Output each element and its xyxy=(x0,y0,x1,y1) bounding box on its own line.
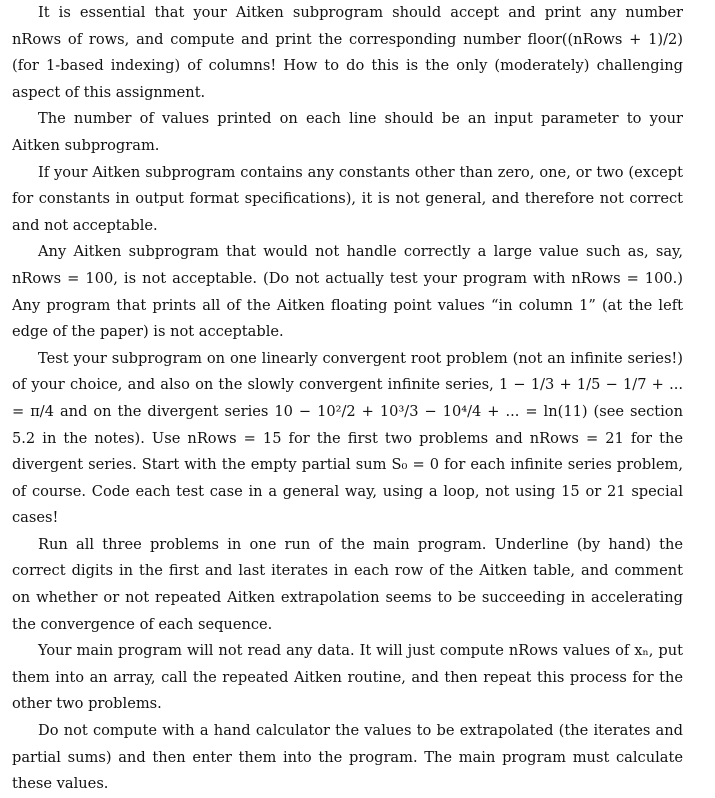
document-body xyxy=(12,0,683,798)
paragraph-no-hand-calculator: Do not compute with a hand calculator the values to be extrapolated (the iterates and partial sums) and then enter them into the program. The main program must calculate these values. xyxy=(12,722,683,793)
paragraph-values-per-line: The number of values printed on each line should be an input parameter to your Aitken subprogram. xyxy=(12,110,683,154)
paragraph-main-program: Your main program will not read any data. It will just compute nRows values of xₙ, put them into an array, call the repeated Aitken routine, and then repeat this process for the other two problems. xyxy=(12,642,683,713)
paragraph-large-nrows: Any Aitken subprogram that would not handle correctly a large value such as, say, nRows = 100, is not acceptable. (Do not actually test your program with nRows = 100.) Any program that prints all of the Aitken floating point values “in column 1” (at the left edge of the paper) is not acceptable. xyxy=(12,243,683,341)
paragraph-aitken-rows-columns: It is essential that your Aitken subprogram should accept and print any number nRows of rows, and compute and print the corresponding number floor((nRows + 1)/2) (for 1-based indexing) of columns! How to do this is the only (moderately) challenging aspect of this assignment. xyxy=(12,4,683,101)
paragraph-test-problems: Test your subprogram on one linearly convergent root problem (not an infinite series!) of your choice, and also on the slowly convergent infinite series, 1 − 1/3 + 1/5 − 1/7 + ... = π/4 and on the divergent series 10 − 10²/2 + 10³/3 − 10⁴/4 + ... = ln(11) (see section 5.2 in the notes). Use nRows = 15 for the first two problems and nRows = 21 for the divergent series. Start with the empty partial sum S₀ = 0 for each infinite series problem, of course. Code each test case in a general way, using a loop, not using 15 or 21 special cases! xyxy=(12,349,683,527)
paragraph-constants: If your Aitken subprogram contains any constants other than zero, one, or two (except for constants in output format specifications), it is not general, and therefore not correct and not acceptable. xyxy=(12,163,683,234)
paragraph-run-all: Run all three problems in one run of the main program. Underline (by hand) the correct digits in the first and last iterates in each row of the Aitken table, and comment on whether or not repeated Aitken extrapolation seems to be succeeding in accelerating the convergence of each sequence. xyxy=(12,535,683,633)
